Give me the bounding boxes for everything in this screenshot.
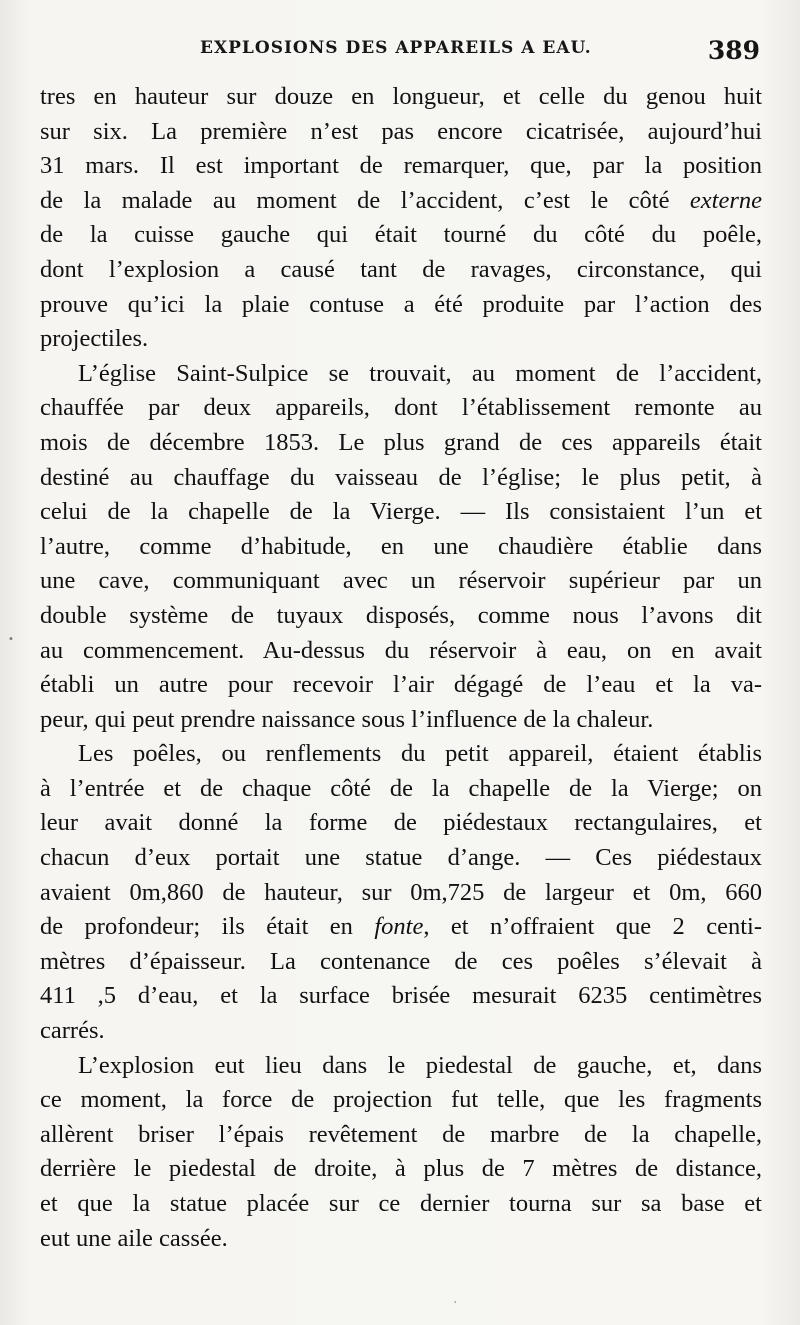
- text-line: peur, qui peut prendre naissance sous l’influence de la chaleur.: [40, 705, 654, 733]
- text-line: prouve qu’ici la plaie contuse a été produite par l’action des: [40, 290, 762, 318]
- text-line: et que la statue placée sur ce dernier tourna sur sa base et: [40, 1190, 762, 1217]
- paragraph-4: [40, 1049, 762, 1257]
- bottom-mark: ': [454, 1300, 457, 1309]
- text-line: L’église Saint-Sulpice se trouvait, au moment de l’accident,: [78, 359, 762, 387]
- text-span: de la malade au moment de l’accident, c’est le côté: [40, 186, 690, 214]
- text-line: mois de décembre 1853. Le plus grand de ces appareils était: [40, 428, 762, 456]
- paragraph-1: [40, 80, 762, 357]
- paragraph-3: [40, 737, 762, 1048]
- text-line: à l’entrée et de chaque côté de la chapelle de la Vierge; on: [40, 774, 762, 802]
- text-line: double système de tuyaux disposés, comme nous l’avons dit: [40, 601, 762, 629]
- text-line: Les poêles, ou renflements du petit appareil, étaient établis: [78, 740, 762, 768]
- text-line: carrés.: [40, 1017, 105, 1045]
- text-line: chacun d’eux portait une statue d’ange. — Ces piédestaux: [40, 844, 762, 872]
- text-line: sur six. La première n’est pas encore cicatrisée, aujourd’hui: [40, 117, 762, 145]
- text-line: chauffée par deux appareils, dont l’établissement remonte au: [40, 394, 762, 422]
- text-line: tres en hauteur sur douze en longueur, et celle du genou huit: [40, 83, 762, 110]
- text-line: au commencement. Au-dessus du réservoir à eau, on en avait: [40, 636, 762, 664]
- text-line: derrière le piedestal de droite, à plus de 7 mètres de distance,: [40, 1155, 762, 1183]
- text-line: [40, 184, 762, 219]
- text-line: l’autre, comme d’habitude, en une chaudière établie dans: [40, 532, 762, 560]
- text-line: de la cuisse gauche qui était tourné du côté du poêle,: [40, 221, 762, 249]
- text-span: , et n’offraient que 2 centi-: [423, 913, 762, 941]
- margin-mark: •: [8, 634, 14, 645]
- text-line: avaient 0m,860 de hauteur, sur 0m,725 de largeur et 0m, 660: [40, 878, 762, 906]
- text-line: leur avait donné la forme de piédestaux rectangulaires, et: [40, 809, 762, 837]
- body-text: [40, 80, 762, 1256]
- text-span: de profondeur; ils était en: [40, 913, 375, 941]
- text-line: dont l’explosion a causé tant de ravages, circonstance, qui: [40, 255, 762, 283]
- italic-word: externe: [689, 186, 762, 214]
- text-line: [40, 910, 762, 945]
- page-header: [40, 36, 760, 66]
- text-line: allèrent briser l’épais revêtement de marbre de la chapelle,: [40, 1120, 762, 1148]
- text-line: ce moment, la force de projection fut telle, que les fragments: [40, 1086, 762, 1114]
- paragraph-2: [40, 357, 762, 738]
- text-line: celui de la chapelle de la Vierge. — Ils consistaient l’un et: [40, 498, 762, 526]
- text-line: L’explosion eut lieu dans le piedestal de gauche, et, dans: [78, 1051, 762, 1079]
- running-title: EXPLOSIONS DES APPAREILS A EAU.: [200, 38, 592, 58]
- text-line: projectiles.: [40, 325, 149, 353]
- text-line: 31 mars. Il est important de remarquer, que, par la position: [40, 152, 762, 180]
- text-line: établi un autre pour recevoir l’air dégagé de l’eau et la va-: [40, 671, 762, 699]
- text-line: destiné au chauffage du vaisseau de l’église; le plus petit, à: [40, 463, 762, 491]
- text-line: eut une aile cassée.: [40, 1224, 228, 1252]
- text-line: mètres d’épaisseur. La contenance de ces poêles s’élevait à: [40, 947, 762, 975]
- italic-word: fonte: [374, 913, 424, 941]
- text-line: une cave, communiquant avec un réservoir supérieur par un: [40, 567, 762, 595]
- text-line: 411 ,5 d’eau, et la surface brisée mesurait 6235 centimètres: [40, 982, 762, 1010]
- page-number: 389: [707, 36, 760, 65]
